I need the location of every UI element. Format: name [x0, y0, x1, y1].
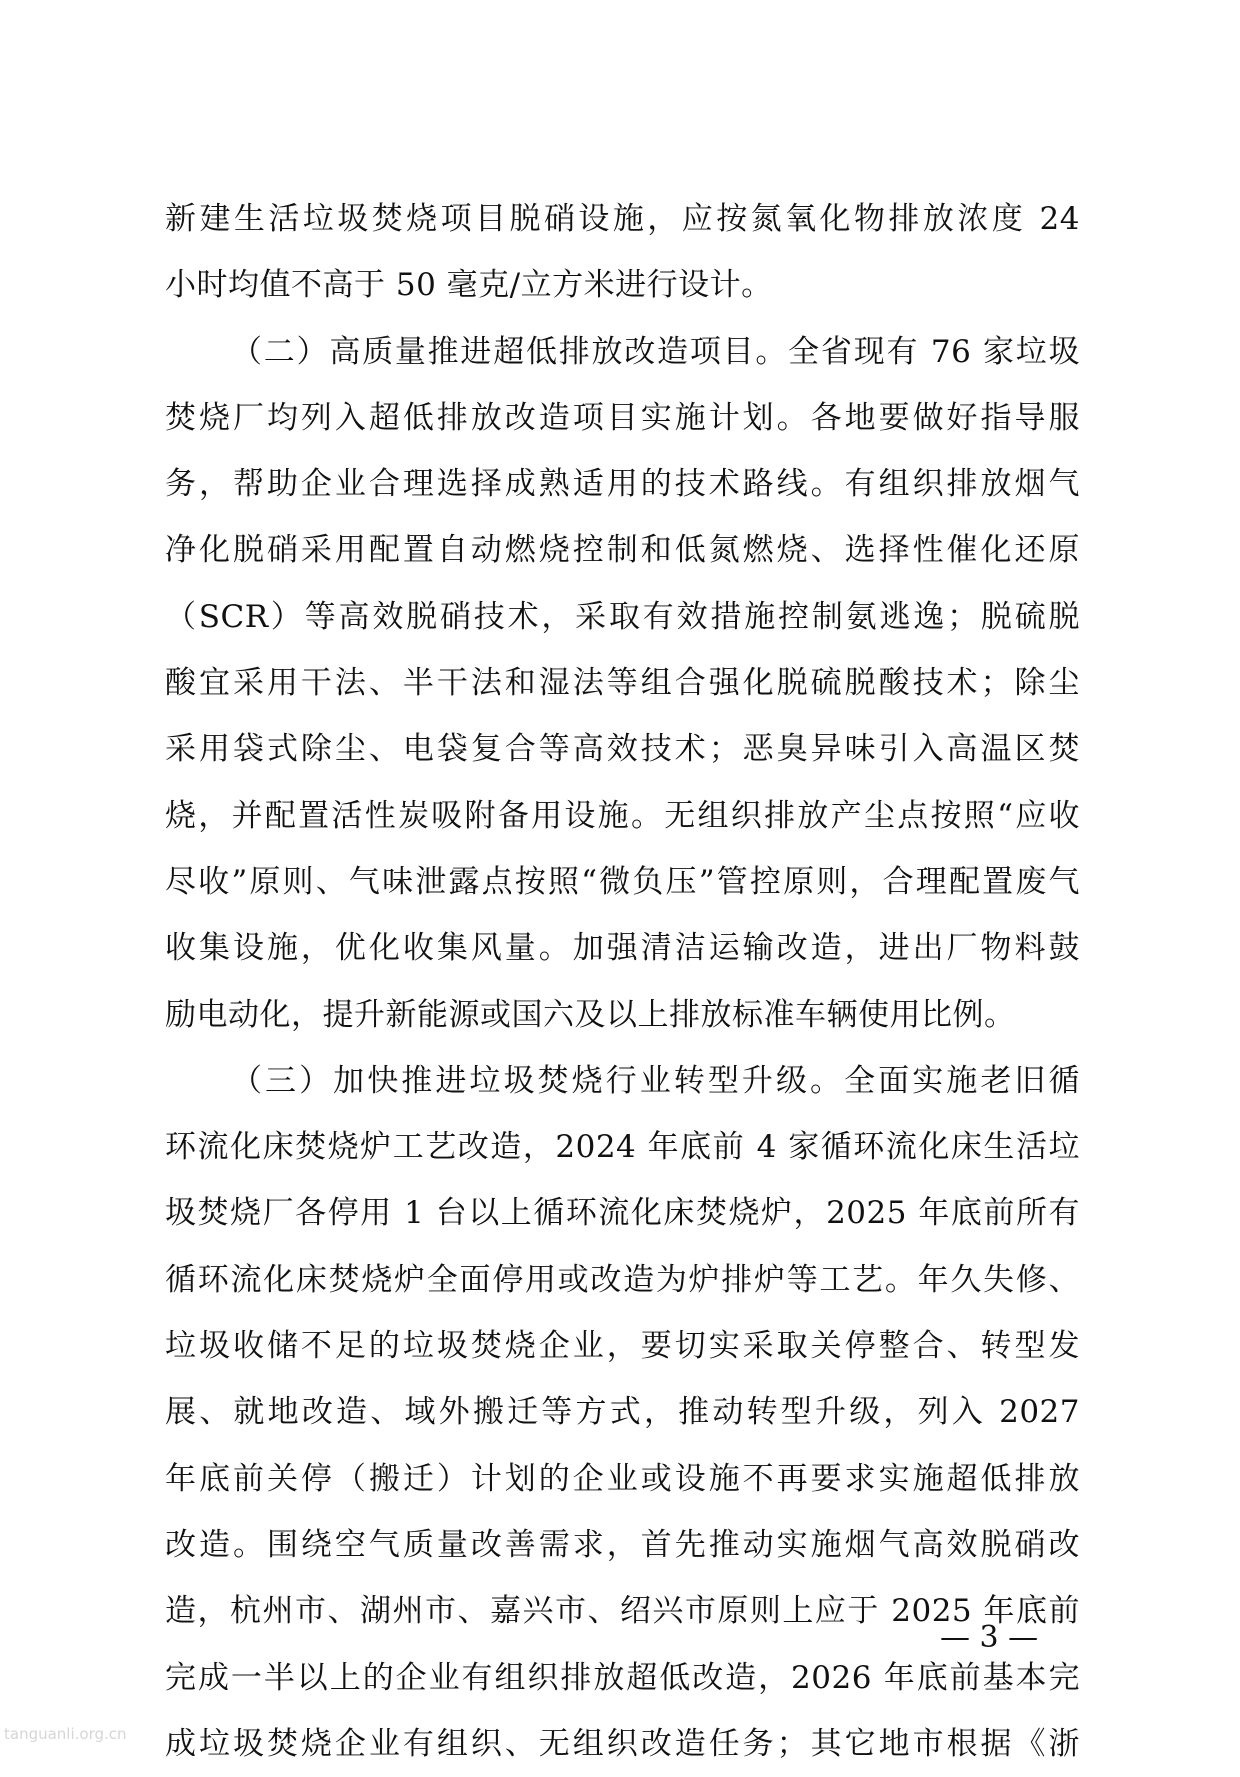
text-line: 成垃圾焚烧企业有组织、无组织改造任务；其它地市根据《浙	[165, 1725, 1080, 1762]
text-line: 圾焚烧厂各停用 1 台以上循环流化床焚烧炉，2025 年底前所有	[165, 1195, 1080, 1232]
source-watermark: tanguanli.org.cn	[4, 1725, 127, 1743]
text-line: 垃圾收储不足的垃圾焚烧企业，要切实采取关停整合、转型发	[165, 1328, 1080, 1365]
text-line: 酸宜采用干法、半干法和湿法等组合强化脱硫脱酸技术；除尘	[165, 665, 1080, 702]
page-number: — 3 —	[940, 1620, 1039, 1655]
text-line: （二）高质量推进超低排放改造项目。全省现有 76 家垃圾	[231, 333, 1080, 370]
body-text	[165, 186, 1080, 1777]
text-line: （SCR）等高效脱硝技术，采取有效措施控制氨逃逸；脱硫脱	[165, 598, 1080, 635]
text-line: 展、就地改造、域外搬迁等方式，推动转型升级，列入 2027	[165, 1394, 1080, 1431]
text-line: 造，杭州市、湖州市、嘉兴市、绍兴市原则上应于 2025 年底前	[165, 1593, 1080, 1630]
text-line: 小时均值不高于 50 毫克/立方米进行设计。	[165, 267, 773, 304]
text-line: 完成一半以上的企业有组织排放超低改造，2026 年底前基本完	[165, 1659, 1080, 1696]
text-line: 年底前关停（搬迁）计划的企业或设施不再要求实施超低排放	[165, 1460, 1080, 1497]
text-line: 尽收”原则、气味泄露点按照“微负压”管控原则，合理配置废气	[165, 863, 1080, 900]
text-line: 新建生活垃圾焚烧项目脱硝设施，应按氮氧化物排放浓度 24	[165, 201, 1080, 237]
text-line: 采用袋式除尘、电袋复合等高效技术；恶臭异味引入高温区焚	[165, 731, 1080, 768]
text-line: 烧，并配置活性炭吸附备用设施。无组织排放产尘点按照“应收	[165, 797, 1080, 834]
text-line: 改造。围绕空气质量改善需求，首先推动实施烟气高效脱硝改	[165, 1526, 1080, 1563]
text-line: 环流化床焚烧炉工艺改造，2024 年底前 4 家循环流化床生活垃	[165, 1129, 1080, 1166]
text-line: 循环流化床焚烧炉全面停用或改造为炉排炉等工艺。年久失修、	[165, 1261, 1080, 1298]
text-line: 焚烧厂均列入超低排放改造项目实施计划。各地要做好指导服	[165, 399, 1080, 436]
text-line: 务，帮助企业合理选择成熟适用的技术路线。有组织排放烟气	[165, 466, 1080, 503]
text-line: 励电动化，提升新能源或国六及以上排放标准车辆使用比例。	[165, 996, 1016, 1033]
text-line: 收集设施，优化收集风量。加强清洁运输改造，进出厂物料鼓	[165, 930, 1080, 967]
text-line: 净化脱硝采用配置自动燃烧控制和低氮燃烧、选择性催化还原	[165, 532, 1080, 569]
text-line: （三）加快推进垃圾焚烧行业转型升级。全面实施老旧循	[231, 1062, 1080, 1099]
